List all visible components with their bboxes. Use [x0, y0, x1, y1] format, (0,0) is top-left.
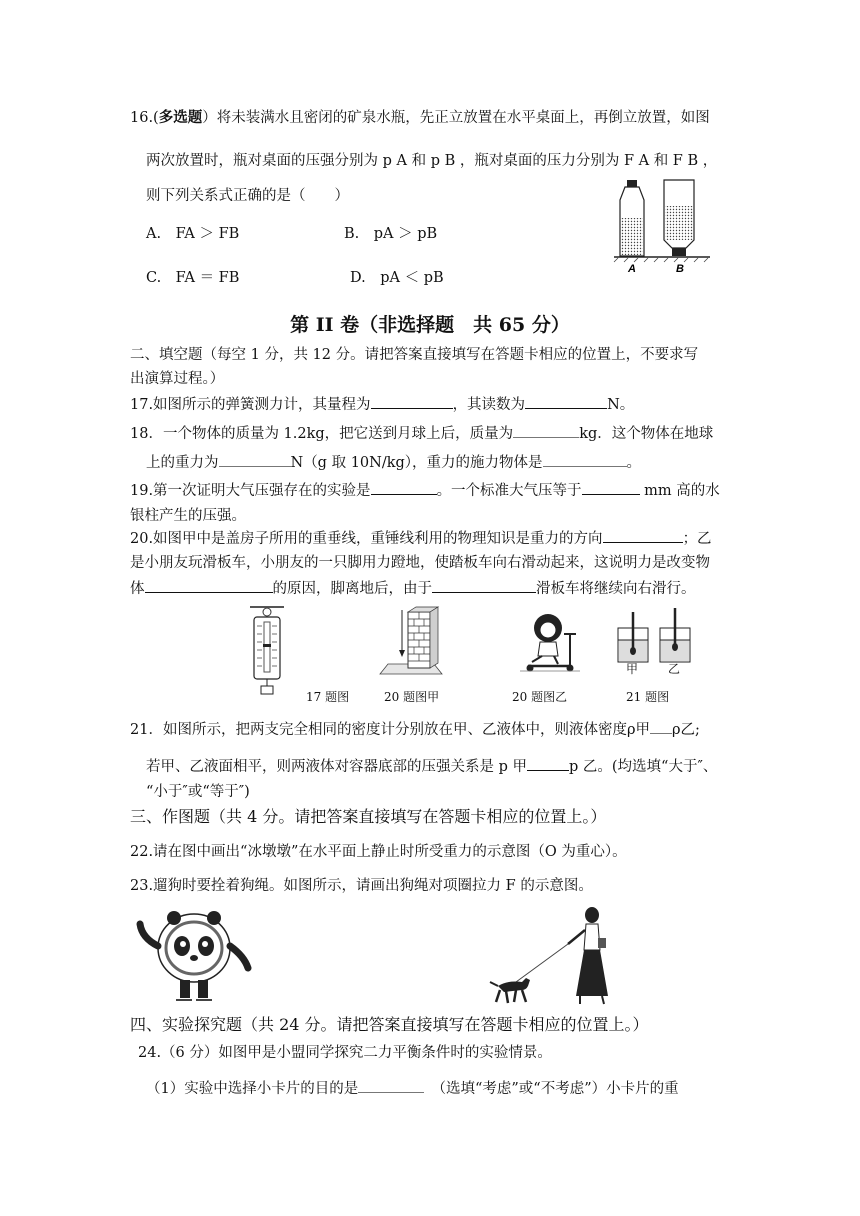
plumb-line-figure [378, 606, 444, 676]
q24-line1: 24.（6 分）如图甲是小盟同学探究二力平衡条件时的实验情景。 [138, 1045, 552, 1061]
q19-blank-experiment [371, 480, 437, 495]
caption-20a: 20 题图甲 [384, 690, 440, 704]
caption-21: 21 题图 [626, 690, 670, 704]
q17-blank-reading [525, 394, 607, 409]
q21-line3: “小于″或“等于″) [146, 784, 250, 800]
label-jia: 甲 [626, 662, 639, 676]
sec3-heading: 三、作图题（共 4 分。请把答案直接填写在答题卡相应的位置上。） [130, 807, 607, 826]
caption-17: 17 题图 [306, 690, 350, 704]
q21-line2: 若甲、乙液面相平，则两液体对容器底部的压强关系是 p 甲 p 乙。(均选填“大于″、 [146, 756, 717, 777]
caption-20b: 20 题图乙 [512, 690, 568, 704]
bottles-figure [612, 178, 712, 274]
q17-blank-range [371, 394, 453, 409]
sec4-heading: 四、实验探究题（共 24 分。请把答案直接填写在答题卡相应的位置上。） [130, 1015, 649, 1034]
q16-option-b: B. pA ＞ pB [344, 226, 438, 242]
q18-blank-source [543, 452, 627, 467]
q19-blank-mm [582, 480, 640, 495]
q16-option-d: D. pA ＜ pB [350, 270, 444, 286]
q24-line2: （1）实验中选择小卡片的目的是 （选填“考虑”或“不考虑”）小卡片的重 [146, 1078, 679, 1099]
bing-dwen-dwen-figure [136, 906, 252, 1004]
q21-line1: 21．如图所示，把两支完全相同的密度计分别放在甲、乙液体中，则液体密度ρ甲 ρ乙; [130, 719, 700, 740]
q20-blank-reason [145, 578, 273, 593]
q23: 23.遛狗时要拴着狗绳。如图所示，请画出狗绳对项圈拉力 F 的示意图。 [130, 878, 593, 894]
q16-line2: 两次放置时，瓶对桌面的压强分别为 p A 和 p B ，瓶对桌面的压力分别为 F A 和 F B ， [146, 153, 718, 169]
scooter-figure [518, 610, 582, 672]
q19-line1: 19.第一次证明大气压强存在的实验是 。一个标准大气压等于 mm 高的水 [130, 480, 720, 501]
q20-line1: 20.如图甲中是盖房子所用的重垂线，重锤线利用的物理知识是重力的方向 ；乙 [130, 528, 712, 549]
q24-blank-purpose [358, 1078, 424, 1093]
q21-blank-density [650, 719, 672, 734]
q21-blank-pressure [527, 756, 569, 771]
q22: 22.请在图中画出“冰墩墩”在水平面上静止时所受重力的示意图（O 为重心）。 [130, 844, 627, 860]
q20-blank-inertia [432, 578, 536, 593]
q18-line1: 18．一个物体的质量为 1.2kg，把它送到月球上后，质量为 kg．这个物体在地球 [130, 423, 713, 444]
bottle-a-label: A [628, 263, 636, 274]
sec2-line1: 二、填空题（每空 1 分，共 12 分。请把答案直接填写在答题卡相应的位置上，不要求写 [130, 347, 699, 363]
label-yi: 乙 [668, 662, 681, 676]
q20-line2: 是小朋友玩滑板车，小朋友的一只脚用力蹬地，使踏板车向右滑动起来，这说明力是改变物 [130, 555, 710, 571]
q16-option-c: C. FA ＝ FB [146, 270, 240, 286]
q17: 17.如图所示的弹簧测力计，其量程为 ，其读数为 N。 [130, 394, 634, 415]
q18-line2: 上的重力为 N（g 取 10N/kg），重力的施力物体是 。 [146, 452, 641, 473]
dog-walking-figure [488, 906, 618, 1010]
bottle-b-label: B [676, 263, 684, 274]
q19-line2: 银柱产生的压强。 [130, 508, 246, 524]
q18-blank-mass [513, 423, 579, 438]
q16-line1: 16.(多选题）将未装满水且密闭的矿泉水瓶，先正立放置在水平桌面上，再倒立放置，如图 [130, 109, 710, 126]
q20-line3: 体 的原因，脚离地后，由于 滑板车将继续向右滑行。 [130, 578, 696, 599]
q18-blank-weight [219, 452, 291, 467]
q20-blank-direction [603, 528, 683, 543]
q16-line3: 则下列关系式正确的是（ ） [146, 188, 349, 204]
part2-title: 第 II 卷（非选择题 共 65 分） [290, 314, 570, 336]
spring-scale-figure [248, 604, 286, 696]
sec2-line2: 出演算过程。） [130, 371, 225, 387]
q16-tag: 多选题 [158, 109, 203, 126]
q16-option-a: A. FA ＞ FB [146, 226, 240, 242]
